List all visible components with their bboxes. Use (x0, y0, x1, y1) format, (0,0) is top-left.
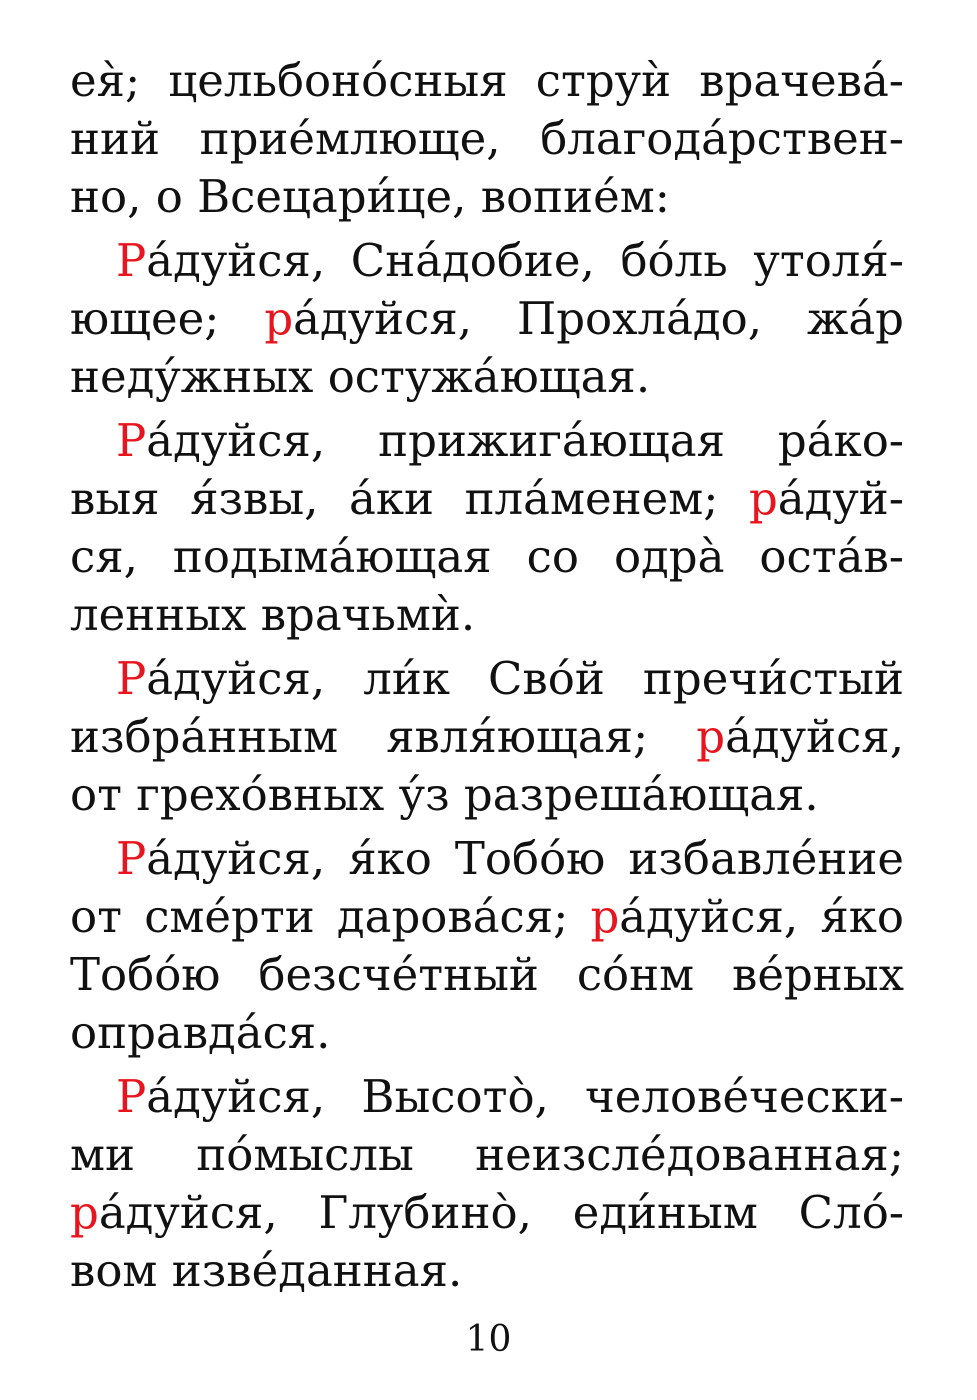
text-line: ея̀; цельбоно́сныя струѝ врачева́- (70, 54, 904, 107)
text-line: оправда́ся. (70, 1006, 331, 1059)
red-initial: Р (116, 414, 147, 467)
text-line: неду́жных остужа́ющая. (70, 350, 651, 403)
red-letter: р (748, 472, 778, 525)
text-line: Ра́дуйся, ли́к Сво́й пречи́стый (116, 652, 904, 705)
red-letter: р (590, 890, 620, 943)
text-line: ленных врачьмѝ. (70, 588, 476, 641)
text-line: Ра́дуйся, Высото̀, челове́чески- (116, 1070, 904, 1123)
text-line: но, о Всецари́це, вопие́м: (70, 170, 670, 223)
paragraph-rejoice-1 (70, 232, 904, 406)
paragraph-rejoice-3 (70, 650, 904, 824)
prayer-text (70, 52, 904, 1300)
text-line: избра́нным явля́ющая; ра́дуйся, (70, 710, 904, 763)
text-line: вом изве́данная. (70, 1244, 463, 1297)
text-line: выя я́звы, а́ки пла́менем; ра́дуй- (70, 472, 904, 525)
paragraph-rejoice-4 (70, 830, 904, 1062)
text-line: ний прие́млюще, благода́рствен- (70, 112, 904, 165)
text-line: ра́дуйся, Глубино̀, еди́ным Сло́- (70, 1186, 904, 1239)
paragraph-continuation (70, 52, 904, 226)
text-line: Ра́дуйся, прижига́ющая ра́ко- (116, 414, 904, 467)
text-line: от сме́рти дарова́ся; ра́дуйся, я́ко (70, 890, 905, 943)
text-line: ми по́мыслы неизсле́дованная; (70, 1128, 904, 1181)
text-line: Ра́дуйся, Сна́добие, бо́ль утоля́- (116, 234, 904, 287)
text-line: ющее; ра́дуйся, Прохла́до, жа́р (70, 292, 904, 345)
red-letter: р (70, 1186, 99, 1239)
red-initial: Р (116, 652, 147, 705)
text-line: Тобо́ю безсче́тный со́нм ве́рных (70, 948, 904, 1001)
red-letter: р (264, 292, 294, 345)
paragraph-rejoice-5 (70, 1068, 904, 1300)
text-line: Ра́дуйся, я́ко Тобо́ю избавле́ние (116, 832, 904, 885)
text-line: ся, подыма́ющая со одра̀ оста́в- (70, 530, 904, 583)
paragraph-rejoice-2 (70, 412, 904, 644)
red-initial: Р (116, 832, 147, 885)
red-initial: Р (116, 234, 147, 287)
red-initial: Р (116, 1070, 147, 1123)
page-number: 10 (465, 1319, 512, 1360)
red-letter: р (696, 710, 726, 763)
text-line: от грехо́вных у́з разреша́ющая. (70, 768, 819, 821)
